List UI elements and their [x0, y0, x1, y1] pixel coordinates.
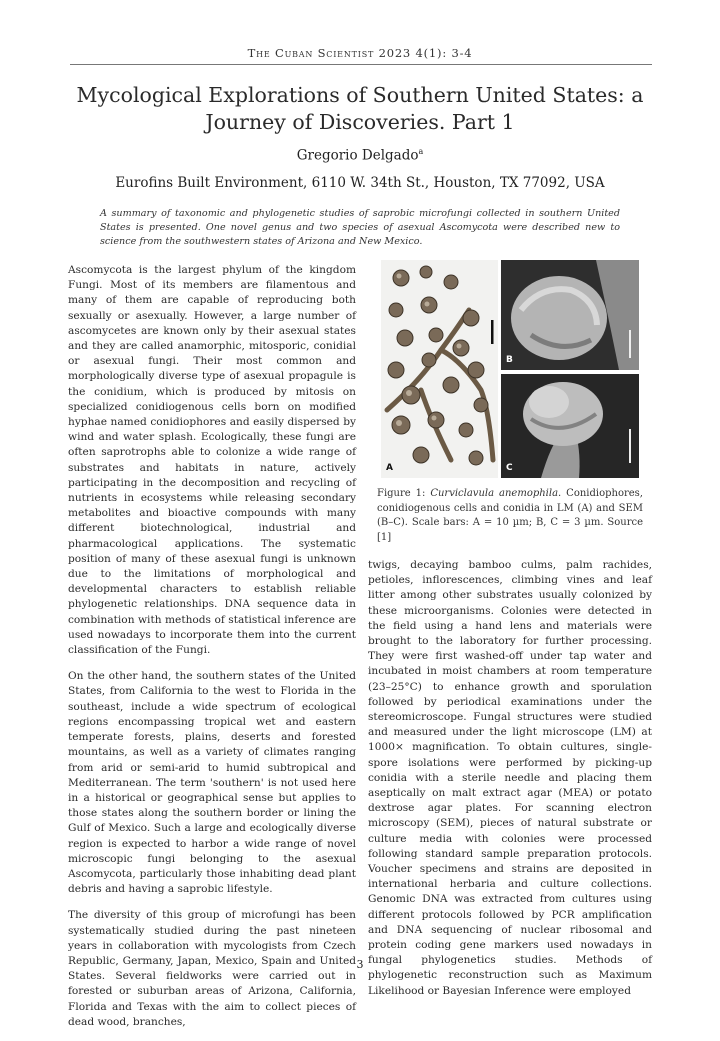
author-line — [0, 147, 720, 164]
right-column — [368, 558, 652, 999]
paragraph-2: On the other hand, the southern states of the United States, from California to the west to Florida in the southeast, include a wide spectrum of ecological regions encompassing tropical wet and eastern temperate forests, plains, deserts and forested mountains, as well as a variety of climates ranging from arid or semi-arid to humid subtropical and Mediterranean. The term 'southern' is not used here in a historical or geographical sense but applies to those states along the southern border or lining the Gulf of Mexico. Such a large and ecologically diverse region is expected to harbor a wide range of novel microscopic fungi belonging to the asexual Ascomycota, particularly those inhabiting dead plant debris and having a saprobic lifestyle. — [68, 670, 356, 896]
affiliation: Eurofins Built Environment, 6110 W. 34th St., Houston, TX 77092, USA — [115, 175, 605, 191]
paragraph-1: Ascomycota is the largest phylum of the kingdom Fungi. Most of its members are filamentous and many of them are capable of reproducing both sexually or asexually. However, a large number of ascomycetes are known only by their asexual states and they are called anamorphic, mitosporic, conidial or asexual fungi. Their most common and morphologically diverse type of asexual propagule is the conidium, which is produced by mitosis on specialized conidiogenous cells born on modified hyphae named conidiophores and easily dispersed by wind and water splash. Ecologically, these fungi are often saprotrophs able to colonize a wide range of substrates and habitats in nature, actively participating in the decomposition and recycling of nutrients in ecosystems while releasing secondary metabolites and bioactive compounds with many different biotechnological, industrial and pharmacological applications. The systematic position of many of these asexual fungi is unknown due to the limitations of morphological and developmental characters to establish reliable phylogenetic relationships. DNA sequence data in combination with methods of statistical inference are used nowadays to incorporate them into the current classification of the Fungi. — [68, 264, 356, 657]
author-name: Gregorio Delgado — [296, 147, 419, 164]
lm-micrograph-image — [381, 260, 498, 478]
page-number: 3 — [356, 958, 364, 971]
author-affiliation-mark: a — [418, 147, 424, 156]
caption-text: Conidiophores, conidiogenous cells and conidia in LM (A) and SEM (B–C). Scale bars: A = 10 µm; B, C = 3 µm. Source [1] — [377, 488, 643, 543]
paragraph-3: The diversity of this group of microfungi has been systematically studied during the past nineteen years in collaboration with mycologists from Czech Republic, Germany, Japan, Mexico, Spain and United States. Several fieldworks were carried out in forested or suburban areas of Arizona, California, Florida and Texas with the aim to collect pieces of dead wood, branches, — [68, 909, 356, 1028]
paper-title: Mycological Explorations of Southern United States: a Journey of Discoveries. Part 1 — [76, 83, 644, 134]
abstract: A summary of taxonomic and phylogenetic studies of saprobic microfungi collected in southern United States is presented. One novel genus and two species of asexual Ascomycota were described new to science from the southwestern states of Arizona and New Mexico. — [100, 208, 620, 247]
header-rule — [70, 64, 652, 65]
figure-1 — [381, 260, 639, 478]
figure-panel-c-sem — [501, 374, 639, 478]
journal-header: The Cuban Scientist 2023 4(1): 3-4 — [247, 46, 473, 60]
figure-panel-a-micrograph — [381, 260, 498, 478]
figure-caption — [377, 487, 643, 545]
sem-image-c — [501, 374, 639, 478]
caption-prefix: Figure 1: — [377, 488, 426, 499]
caption-species: Curviclavula anemophila. — [430, 488, 562, 499]
panel-a-label: A — [386, 463, 393, 473]
left-column — [68, 263, 356, 1041]
sem-image-b — [501, 260, 639, 370]
figure-panel-b-sem — [501, 260, 639, 370]
paragraph-4: twigs, decaying bamboo culms, palm rachides, petioles, inflorescences, climbing vines and leaf litter among other substrates usually colonized by these microorganisms. Colonies were detected in the field using a hand lens and materials were brought to the laboratory for further processing. They were first washed-off under tap water and incubated in moist chambers at room temperature (23–25°C) to enhance growth and sporulation followed by periodical examinations under the stereomicroscope. Fungal structures were studied and measured under the light microscope (LM) at 1000× magnification. To obtain cultures, single-spore isolations were performed by picking-up conidia with a sterile needle and placing them aseptically on malt extract agar (MEA) or potato dextrose agar plates. For scanning electron microscopy (SEM), pieces of natural substrate or culture media with colonies were processed following standard sample preparation protocols. Voucher specimens and strains are deposited in international herbaria and culture collections. Genomic DNA was extracted from cultures using different protocols followed by PCR amplification and DNA sequencing of nuclear ribosomal and protein coding gene markers used nowadays in fungal phylogenetics studies. Methods of phylogenetic reconstruction such as Maximum Likelihood or Bayesian Inference were employed — [368, 559, 652, 997]
panel-c-label: C — [506, 463, 513, 473]
panel-b-label: B — [506, 355, 513, 365]
